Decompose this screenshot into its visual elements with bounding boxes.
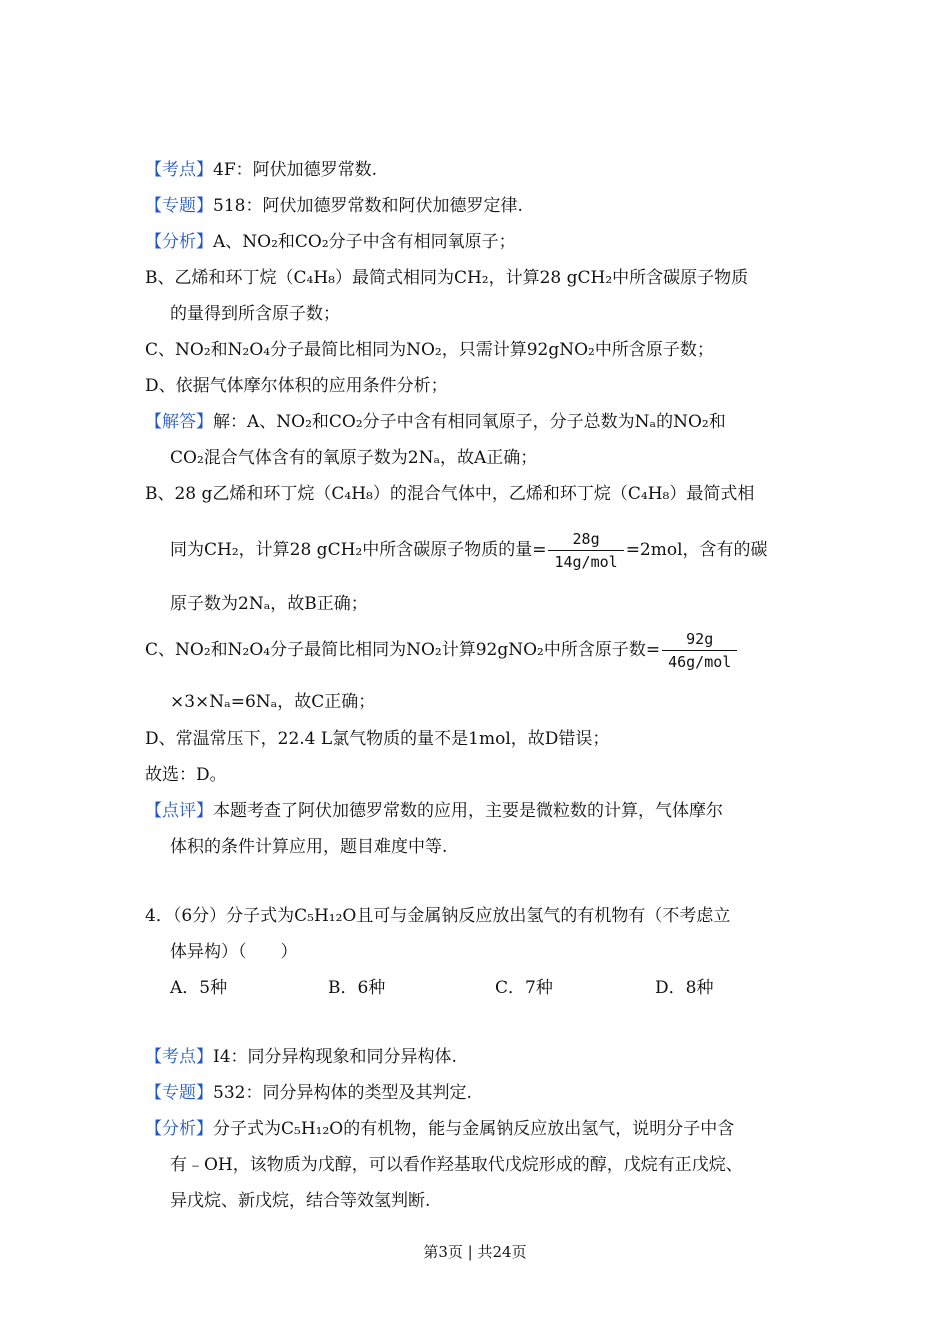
fraction-28g-over-14gmol — [548, 530, 623, 571]
fraction-92g-over-46gmol — [662, 630, 737, 671]
q3-fenxi-b2: 的量得到所含原子数； — [170, 304, 340, 324]
q4-fenxi-3: 异戊烷、新戊烷，结合等效氢判断. — [170, 1191, 431, 1211]
page-footer: 第3页 | 共24页 — [423, 1243, 527, 1261]
frac2-denominator: 46g/mol — [668, 653, 732, 671]
q3-jieda-b2-pre: 同为CH₂，计算28 gCH₂中所含碳原子物质的量= — [170, 540, 547, 560]
q4-fenxi-1: 分子式为C₅H₁₂O的有机物，能与金属钠反应放出氢气，说明分子中含 — [213, 1119, 735, 1139]
q3-jieda-d: D、常温常压下，22.4 L氯气物质的量不是1mol，故D错误； — [145, 729, 610, 749]
q4-zhuanti-line — [145, 1081, 472, 1105]
q3-fenxi-a: A、NO₂和CO₂分子中含有相同氧原子； — [213, 232, 516, 252]
kaodian-tag: 【考点】 — [145, 1047, 213, 1067]
fenxi-tag: 【分析】 — [145, 232, 213, 252]
q4-stem-1: 4．（6分）分子式为C₅H₁₂O且可与金属钠反应放出氢气的有机物有（不考虑立 — [145, 906, 731, 926]
q3-jieda-c1 — [145, 628, 739, 672]
zhuanti-tag: 【专题】 — [145, 196, 213, 216]
q4-option-b: B．6种 — [328, 978, 386, 998]
q4-stem-2: 体异构）（ ） — [170, 942, 298, 962]
q3-fenxi-b1: B、乙烯和环丁烷（C₄H₈）最简式相同为CH₂，计算28 gCH₂中所含碳原子物质 — [145, 268, 749, 288]
frac2-numerator: 92g — [662, 630, 737, 651]
q3-jieda-b3: 原子数为2Nₐ，故B正确； — [170, 594, 368, 614]
q4-zhuanti-text: 532：同分异构体的类型及其判定. — [213, 1083, 472, 1103]
q3-jieda-b2-post: =2mol，含有的碳 — [625, 540, 768, 560]
q3-kaodian-line — [145, 158, 377, 182]
q3-dianping-2: 体积的条件计算应用，题目难度中等. — [170, 837, 448, 857]
q3-zhuanti-line — [145, 194, 523, 218]
q3-jieda-line — [145, 410, 726, 434]
q3-jieda-c1-pre: C、NO₂和N₂O₄分子最简比相同为NO₂计算92gNO₂中所含原子数= — [145, 640, 661, 660]
jieda-tag: 【解答】 — [145, 412, 213, 432]
q4-kaodian-line — [145, 1045, 457, 1069]
q3-jieda-b2 — [170, 528, 768, 572]
q4-fenxi-2: 有﹣OH，该物质为戊醇，可以看作羟基取代戊烷形成的醇，戊烷有正戊烷、 — [170, 1155, 743, 1175]
q3-jieda-a1: 解：A、NO₂和CO₂分子中含有相同氧原子，分子总数为Nₐ的NO₂和 — [213, 412, 726, 432]
q4-option-a: A．5种 — [170, 978, 228, 998]
q4-option-c: C．7种 — [495, 978, 553, 998]
q3-zhuanti-text: 518：阿伏加德罗常数和阿伏加德罗定律. — [213, 196, 523, 216]
frac1-numerator: 28g — [548, 530, 623, 551]
q3-dianping-line — [145, 799, 723, 823]
q3-jieda-c2: ×3×Nₐ=6Nₐ，故C正确； — [170, 692, 376, 712]
kaodian-tag: 【考点】 — [145, 160, 213, 180]
q3-fenxi-line — [145, 230, 516, 254]
q4-option-d: D．8种 — [655, 978, 714, 998]
q3-jieda-a2: CO₂混合气体含有的氧原子数为2Nₐ，故A正确； — [170, 448, 538, 468]
fenxi-tag: 【分析】 — [145, 1119, 213, 1139]
q3-jieda-b1: B、28 g乙烯和环丁烷（C₄H₈）的混合气体中，乙烯和环丁烷（C₄H₈）最简式相 — [145, 484, 755, 504]
q3-guxuan: 故选：D。 — [145, 765, 227, 785]
q3-fenxi-d: D、依据气体摩尔体积的应用条件分析； — [145, 376, 448, 396]
q4-kaodian-text: I4：同分异构现象和同分异构体. — [213, 1047, 457, 1067]
q3-kaodian-text: 4F：阿伏加德罗常数. — [213, 160, 378, 180]
q3-dianping-1: 本题考查了阿伏加德罗常数的应用，主要是微粒数的计算，气体摩尔 — [213, 801, 723, 821]
dianping-tag: 【点评】 — [145, 801, 213, 821]
zhuanti-tag: 【专题】 — [145, 1083, 213, 1103]
q3-fenxi-c: C、NO₂和N₂O₄分子最简比相同为NO₂，只需计算92gNO₂中所含原子数； — [145, 340, 714, 360]
frac1-denominator: 14g/mol — [554, 553, 618, 571]
q4-fenxi-line — [145, 1117, 734, 1141]
